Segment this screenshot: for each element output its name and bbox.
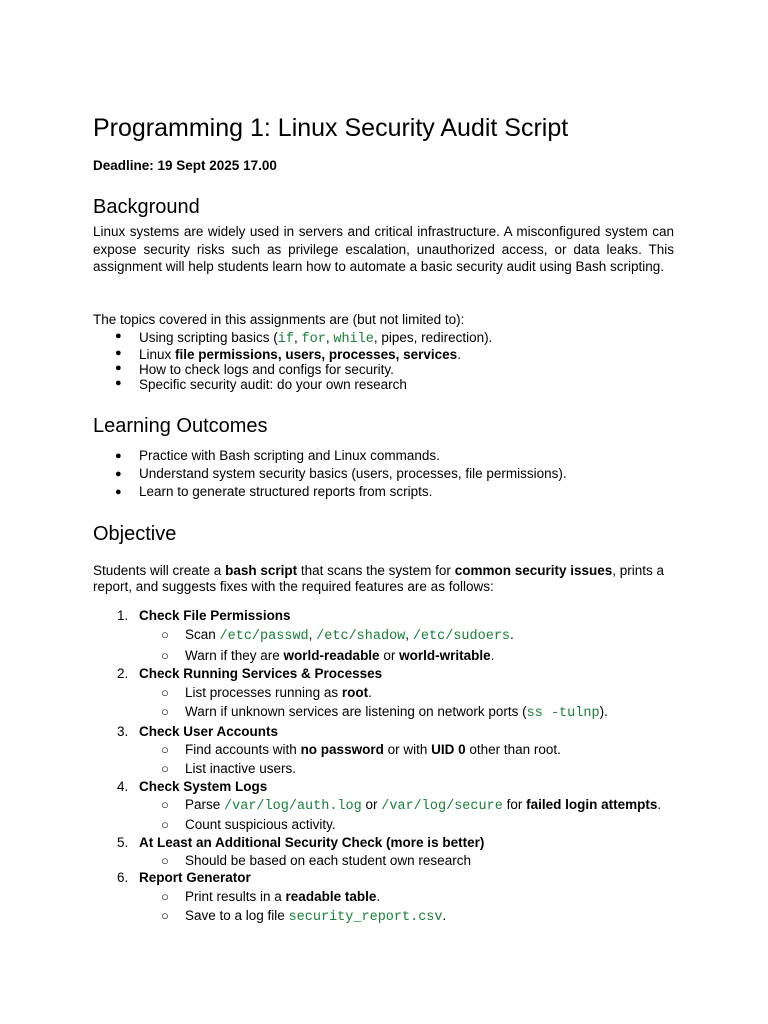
bullet-icon: ● — [115, 377, 122, 389]
topics-list — [93, 330, 674, 392]
circle-bullet-icon: ○ — [161, 908, 169, 923]
learning-outcomes-list — [93, 447, 674, 501]
circle-bullet-icon: ○ — [161, 742, 169, 757]
circle-bullet-icon: ○ — [161, 627, 169, 642]
circle-bullet-icon: ○ — [161, 704, 169, 719]
list-item: 4. Check System Logs ○ Parse /var/log/auth.log or /var/log/secure for failed login attempts. ○ Count suspicious activity. — [93, 778, 674, 834]
deadline: Deadline: 19 Sept 2025 17.00 — [93, 158, 277, 173]
list-item: ○ Warn if they are world-readable or world-writable. — [161, 648, 495, 663]
item-title: At Least an Additional Security Check (more is better) — [139, 835, 485, 850]
bullet-icon: ● — [115, 468, 122, 480]
list-item: ● Understand system security basics (users, processes, file permissions). — [115, 466, 567, 481]
requirements-list — [93, 607, 674, 927]
list-item: ○ Save to a log file security_report.csv. — [161, 908, 447, 925]
bullet-icon: ● — [115, 450, 122, 462]
objective-intro: Students will create a bash script that scans the system for common security issues, prints a report, and suggests fixes with the required features are as follows: — [93, 563, 665, 594]
item-title: Check User Accounts — [139, 724, 279, 739]
list-item: ○ Warn if unknown services are listening on network ports (ss -tulnp). — [161, 704, 608, 721]
code-while: while — [333, 332, 374, 347]
bullet-icon: ● — [115, 486, 122, 498]
page-title: Programming 1: Linux Security Audit Script — [93, 114, 569, 142]
circle-bullet-icon: ○ — [161, 817, 169, 832]
background-heading: Background — [93, 196, 200, 218]
list-item: ● How to check logs and configs for security. — [115, 362, 394, 377]
list-item: ○ Should be based on each student own research — [161, 853, 471, 868]
bullet-icon: ● — [115, 347, 122, 359]
topics-intro: The topics covered in this assignments are (but not limited to): — [93, 312, 465, 327]
code-for: for — [301, 332, 326, 347]
objective-heading: Objective — [93, 523, 177, 545]
circle-bullet-icon: ○ — [161, 760, 169, 776]
list-item: ● Specific security audit: do your own research — [115, 377, 407, 392]
list-item: ○ List inactive users. — [93, 760, 674, 779]
list-item: 1. Check File Permissions ○ Scan /etc/passwd, /etc/shadow, /etc/sudoers. ○ Warn if they are world-readable or world-writable. — [93, 607, 674, 665]
list-item: ● Learn to generate structured reports from scripts. — [115, 484, 433, 499]
background-paragraph: Linux systems are widely used in servers and critical infrastructure. A misconfigured system can expose security risks such as privilege escalation, unauthorized access, or data leaks. This assignment will help students learn how to automate a basic security audit using Bash scripting. — [93, 224, 674, 274]
circle-bullet-icon: ○ — [161, 853, 169, 868]
item-title: Check System Logs — [139, 779, 268, 794]
list-item: 6. Report Generator ○ Print results in a readable table. ○ Save to a log file security_report.csv. — [93, 869, 674, 927]
list-item: 2. Check Running Services & Processes ○ List processes running as root. ○ Warn if unknown services are listening on network ports (ss -tulnp). — [93, 665, 674, 723]
list-item: ● Practice with Bash scripting and Linux commands. — [115, 448, 440, 463]
circle-bullet-icon: ○ — [161, 889, 169, 904]
list-item: ○ Parse /var/log/auth.log or /var/log/secure for failed login attempts. — [161, 797, 662, 814]
list-item: ○ List processes running as root. — [161, 685, 372, 700]
item-title: Report Generator — [139, 870, 251, 885]
list-item: ○ Print results in a readable table. — [161, 889, 381, 904]
bullet-icon: ● — [115, 362, 122, 374]
circle-bullet-icon: ○ — [161, 797, 169, 812]
list-item: ○ Scan /etc/passwd, /etc/shadow, /etc/sudoers. — [161, 627, 514, 644]
list-item: 3. Check User Accounts ○ Find accounts with no password or with UID 0 other than root. ○ List inactive users. — [93, 723, 674, 778]
code-if: if — [277, 332, 294, 347]
circle-bullet-icon: ○ — [161, 685, 169, 700]
list-item: ● Using scripting basics (if, for, while, pipes, redirection). — [115, 330, 493, 347]
item-title: Check File Permissions — [139, 608, 291, 623]
list-item: ○ Count suspicious activity. — [161, 817, 336, 832]
circle-bullet-icon: ○ — [161, 648, 169, 663]
bullet-icon: ● — [115, 330, 122, 342]
list-item: ○ Find accounts with no password or with UID 0 other than root. — [93, 741, 674, 760]
item-title: Check Running Services & Processes — [139, 666, 383, 681]
learning-outcomes-heading: Learning Outcomes — [93, 415, 268, 437]
list-item: 5. At Least an Additional Security Check (more is better) ○ Should be based on each student own research — [93, 834, 674, 869]
list-item: ● Linux file permissions, users, processes, services. — [115, 347, 461, 362]
